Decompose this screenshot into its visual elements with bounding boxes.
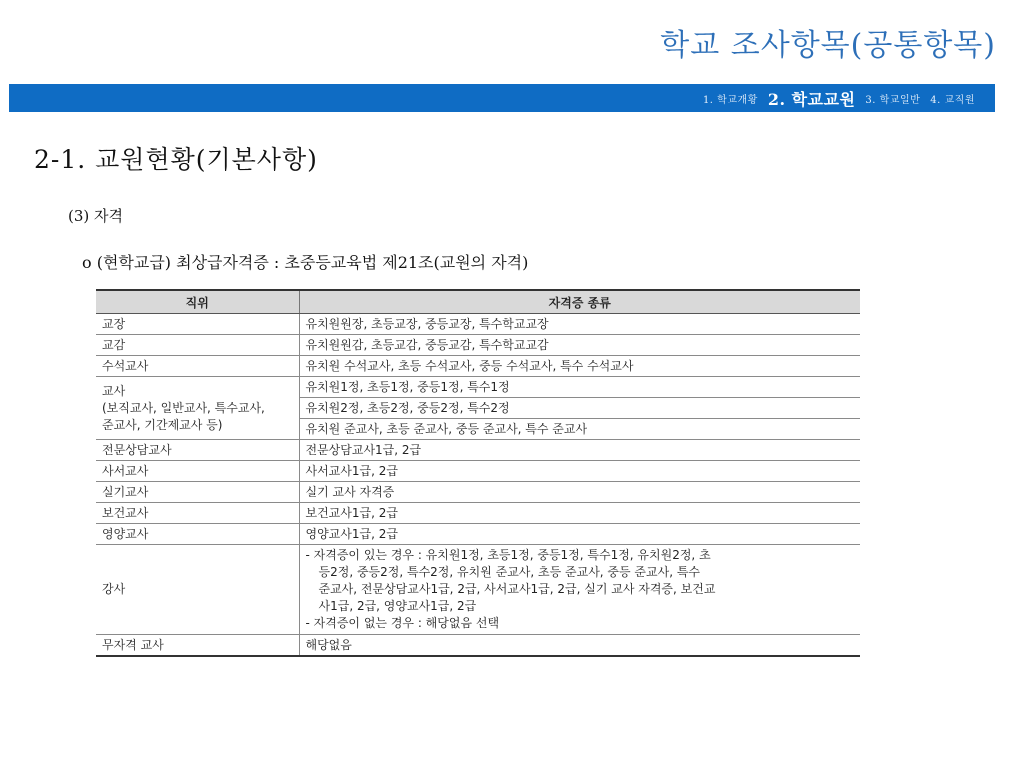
section-nav-bar xyxy=(9,84,995,112)
qualification-line: 사1급, 2급, 영양교사1급, 2급 xyxy=(318,599,477,613)
position-cell: 교장 xyxy=(96,314,299,335)
position-line: (보직교사, 일반교사, 특수교사, xyxy=(102,400,265,415)
position-cell: 보건교사 xyxy=(96,503,299,524)
position-cell: 무자격 교사 xyxy=(96,635,299,657)
position-cell: 전문상담교사 xyxy=(96,440,299,461)
table-row xyxy=(96,377,860,398)
column-header-position: 직위 xyxy=(96,290,299,314)
position-cell: 영양교사 xyxy=(96,524,299,545)
position-line: 교사 xyxy=(102,383,126,398)
qualification-cell: 사서교사1급, 2급 xyxy=(299,461,860,482)
section-nav xyxy=(703,84,975,112)
qualification-basis-text: o (현학교급) 최상급자격증 : 초중등교육법 제21조(교원의 자격) xyxy=(82,253,529,272)
table-row xyxy=(96,461,860,482)
qualification-cell: 유치원원장, 초등교장, 중등교장, 특수학교교장 xyxy=(299,314,860,335)
qualification-line: 준교사, 전문상담교사1급, 2급, 사서교사1급, 2급, 실기 교사 자격증, 보건교 xyxy=(318,582,716,596)
page-title: 학교 조사항목(공통항목) xyxy=(660,28,996,63)
qualification-line: - 자격증이 없는 경우 : 해당없음 선택 xyxy=(305,616,500,630)
position-cell: 사서교사 xyxy=(96,461,299,482)
subsection-heading: (3) 자격 xyxy=(68,207,123,225)
nav-item-school-general[interactable]: 3. 학교일반 xyxy=(865,94,921,106)
qualification-cell: 유치원 준교사, 초등 준교사, 중등 준교사, 특수 준교사 xyxy=(299,419,860,440)
qualification-cell: 유치원1정, 초등1정, 중등1정, 특수1정 xyxy=(299,377,860,398)
nav-item-staff[interactable]: 4. 교직원 xyxy=(930,94,975,106)
position-cell: 실기교사 xyxy=(96,482,299,503)
table-row xyxy=(96,524,860,545)
column-header-qualification: 자격증 종류 xyxy=(299,290,860,314)
table-row xyxy=(96,545,860,635)
qualification-cell: 전문상담교사1급, 2급 xyxy=(299,440,860,461)
qualification-cell: 보건교사1급, 2급 xyxy=(299,503,860,524)
position-cell: 교감 xyxy=(96,335,299,356)
nav-item-school-overview[interactable]: 1. 학교개황 xyxy=(702,94,758,106)
table-row xyxy=(96,356,860,377)
table-row xyxy=(96,335,860,356)
qualification-cell: 해당없음 xyxy=(299,635,860,657)
qualification-cell-lecturer xyxy=(299,545,860,635)
qualification-cell: 유치원원감, 초등교감, 중등교감, 특수학교교감 xyxy=(299,335,860,356)
table-row xyxy=(96,482,860,503)
position-cell: 수석교사 xyxy=(96,356,299,377)
table-row xyxy=(96,503,860,524)
qualification-line: 등2정, 중등2정, 특수2정, 유치원 준교사, 초등 준교사, 중등 준교사, 특수 xyxy=(318,565,701,579)
qualification-cell: 유치원2정, 초등2정, 중등2정, 특수2정 xyxy=(299,398,860,419)
qualification-cell: 유치원 수석교사, 초등 수석교사, 중등 수석교사, 특수 수석교사 xyxy=(299,356,860,377)
position-line: 준교사, 기간제교사 등) xyxy=(102,417,223,432)
position-cell: 강사 xyxy=(96,545,299,635)
qualification-cell: 영양교사1급, 2급 xyxy=(299,524,860,545)
section-heading: 2-1. 교원현황(기본사항) xyxy=(34,145,318,174)
table-row xyxy=(96,635,860,657)
qualification-line: - 자격증이 있는 경우 : 유치원1정, 초등1정, 중등1정, 특수1정, 유치원2정, 초 xyxy=(305,548,711,562)
table-header-row xyxy=(96,290,860,314)
qualification-cell: 실기 교사 자격증 xyxy=(299,482,860,503)
nav-item-school-teachers[interactable]: 2. 학교교원 xyxy=(767,89,856,109)
qualification-table xyxy=(96,289,860,657)
table-row xyxy=(96,440,860,461)
table-row xyxy=(96,314,860,335)
position-cell-teacher xyxy=(96,377,299,440)
